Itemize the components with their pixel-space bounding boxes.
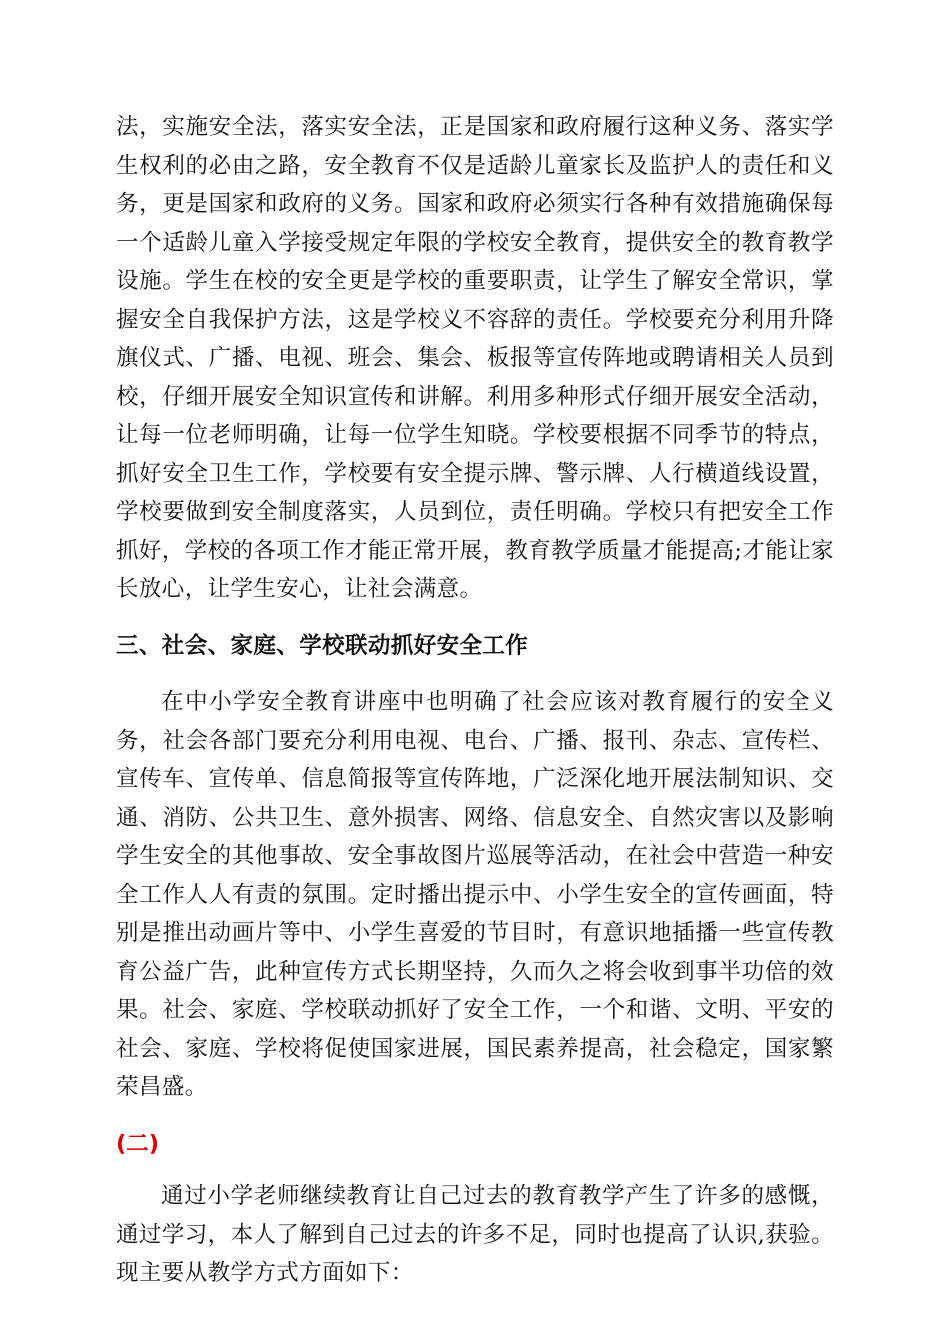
paragraph-society-obligation: 在中小学安全教育讲座中也明确了社会应该对教育履行的安全义务，社会各部门要充分利用电视、电台、广播、报刊、杂志、宣传栏、宣传车、宣传单、信息简报等宣传阵地，广泛深化地开展法制知识、交通、消防、公共卫生、意外损害、网络、信息安全、自然灾害以及影响学生安全的其他事故、安全事故图片巡展等活动，在社会中营造一种安全工作人人有责的氛围。定时播出提示中、小学生安全的宣传画面，特别是推出动画片等中、小学生喜爱的节目时，有意识地插播一些宣传教育公益广告，此种宣传方式长期坚持，久而久之将会收到事半功倍的效果。社会、家庭、学校联动抓好了安全工作，一个和谐、文明、平安的社会、家庭、学校将促使国家进展，国民素养提高，社会稳定，国家繁荣昌盛。 [116, 689, 834, 1100]
section-heading-linkage: 三、社会、家庭、学校联动抓好安全工作 [116, 632, 529, 659]
section-marker-two: (二) [116, 1130, 160, 1157]
paragraph-safety-law: 法，实施安全法，落实安全法，正是国家和政府履行这种义务、落实学生权利的必由之路，安全教育不仅是适龄儿童家长及监护人的责任和义务，更是国家和政府的义务。国家和政府必须实行各种有效措施确保每一个适龄儿童入学接受规定年限的学校安全教育，提供安全的教育教学设施。学生在校的安全更是学校的重要职责，让学生了解安全常识，掌握安全自我保护方法，这是学校义不容辞的责任。学校要充分利用升降旗仪式、广播、电视、班会、集会、板报等宣传阵地或聘请相关人员到校，仔细开展安全知识宣传和讲解。利用多种形式仔细开展安全活动，让每一位老师明确，让每一位学生知晓。学校要根据不同季节的特点，抓好安全卫生工作，学校要有安全提示牌、警示牌、人行横道线设置，学校要做到安全制度落实，人员到位，责任明确。学校只有把安全工作抓好，学校的各项工作才能正常开展，教育教学质量才能提高;才能让家长放心，让学生安心，让社会满意。 [116, 114, 834, 602]
document-page [116, 108, 834, 1293]
paragraph-continuing-education: 通过小学老师继续教育让自己过去的教育教学产生了许多的感慨，通过学习，本人了解到自己过去的许多不足，同时也提高了认识,获验。现主要从教学方式方面如下： [116, 1183, 834, 1286]
